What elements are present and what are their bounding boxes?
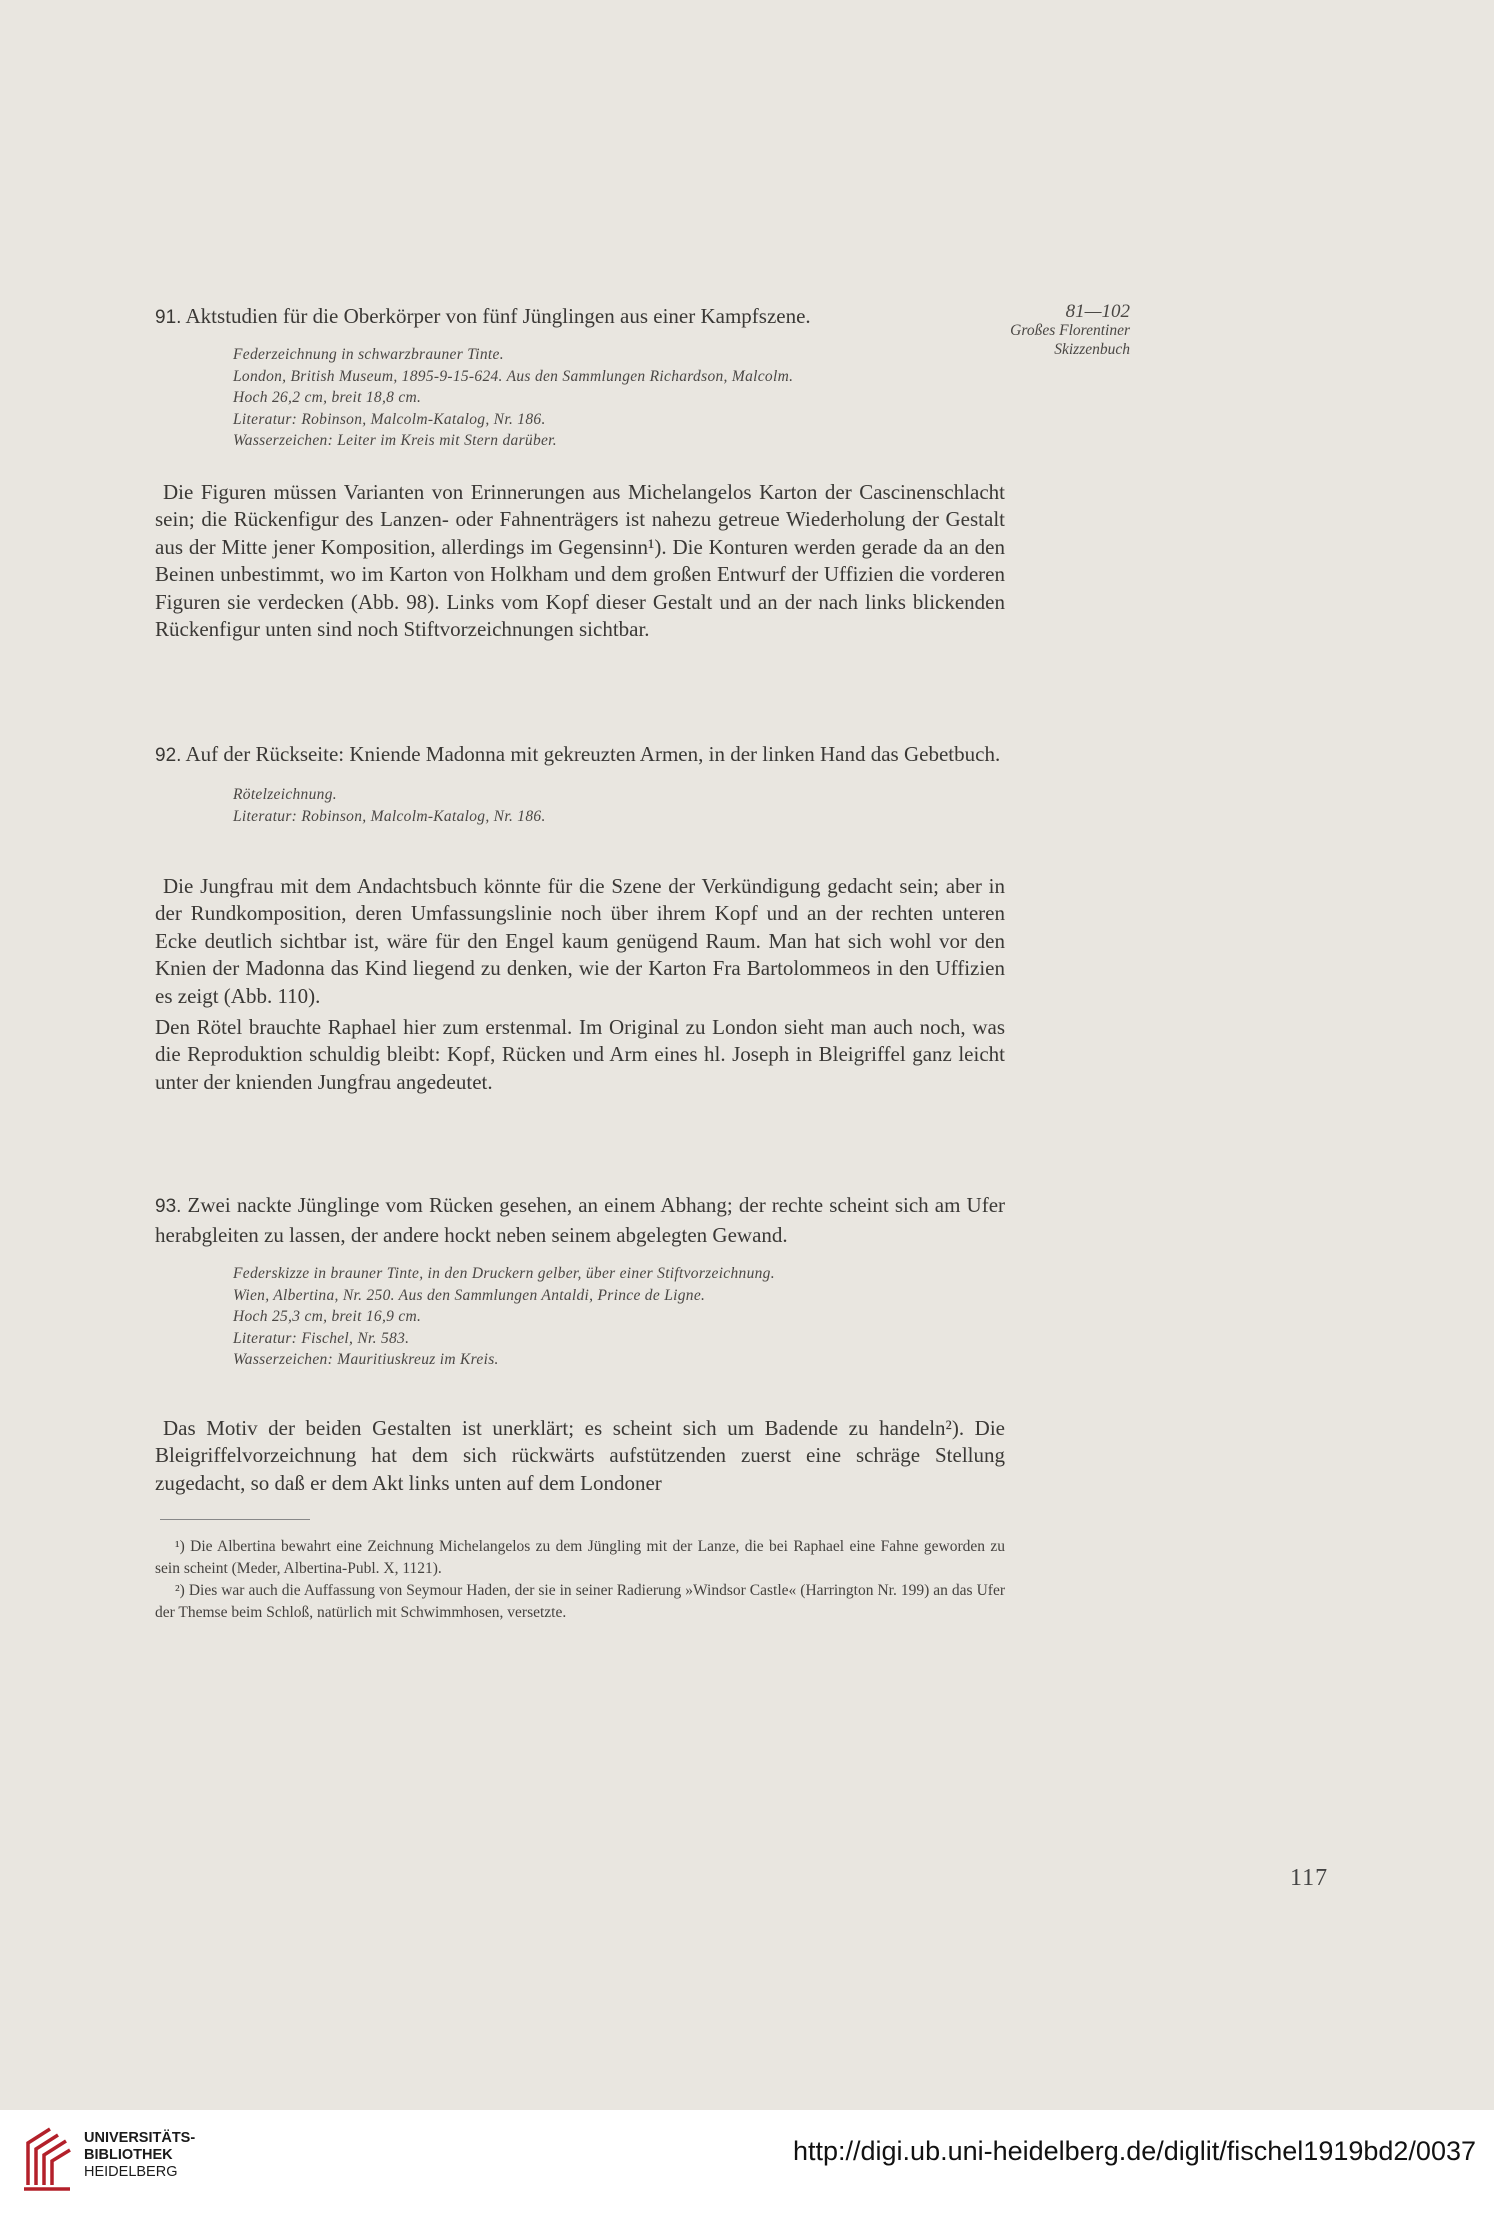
body-paragraph: Den Rötel brauchte Raphael hier zum erstenmal. Im Original zu London sieht man auch noch, was die Reproduktion schuldig bleibt: Kopf, Rücken und Arm eines hl. Joseph in Bleigriffel ganz leicht unter der knienden Jungfrau angedeutet. <box>155 1015 1005 1094</box>
entry-92 <box>155 740 1005 827</box>
meta-line: London, British Museum, 1895-9-15-624. Aus den Sammlungen Richardson, Malcolm. <box>233 367 794 385</box>
page-number: 117 <box>1290 1865 1329 1891</box>
meta-line: Literatur: Robinson, Malcolm-Katalog, Nr. 186. <box>233 807 546 825</box>
viewer-footer <box>0 2110 1494 2226</box>
library-logo-icon <box>20 2123 74 2193</box>
meta-line: Federzeichnung in schwarzbrauner Tinte. <box>233 346 504 363</box>
entry-heading <box>155 740 1005 770</box>
entry-heading <box>155 302 1005 332</box>
side-note-range: 81—102 <box>1065 301 1130 322</box>
library-line2: BIBLIOTHEK <box>84 2147 173 2163</box>
footnotes <box>155 1536 1005 1624</box>
meta-line: Wasserzeichen: Mauritiuskreuz im Kreis. <box>233 1351 499 1368</box>
entry-meta <box>233 344 1005 452</box>
side-note <box>1000 302 1130 359</box>
meta-line: Literatur: Robinson, Malcolm-Katalog, Nr. 186. <box>233 410 546 428</box>
side-note-line1: Großes Florentiner <box>1010 322 1130 339</box>
side-note-line2: Skizzenbuch <box>1054 341 1130 358</box>
meta-line: Hoch 25,3 cm, breit 16,9 cm. <box>233 1308 422 1325</box>
entry-number: 92. <box>155 745 182 766</box>
footnote-divider <box>160 1519 310 1520</box>
footnote: ²) Dies war auch die Auffassung von Seymour Haden, der sie in seiner Radierung »Windsor Castle« (Harrington Nr. 199) an das Ufer der Themse beim Schloß, natürlich mit Schwimmhosen, versetzte. <box>155 1582 1005 1621</box>
entry-93-body <box>155 1415 1005 1497</box>
body-paragraph: Die Figuren müssen Varianten von Erinnerungen aus Michelangelos Karton der Cascinenschlacht sein; die Rückenfigur des Lanzen- oder Fahnenträgers ist nahezu getreue Wiederholung der Gestalt aus der Mitte jener Komposition, allerdings im Gegensinn¹). Die Konturen werden gerade da an den Beinen unbestimmt, wo im Karton von Holkham und dem großen Entwurf der Uffizien die vorderen Figuren sie verdecken (Abb. 98). Links vom Kopf dieser Gestalt und an der nach links blickenden Rückenfigur unten sind noch Stiftvorzeichnungen sichtbar. <box>155 480 1005 642</box>
entry-heading <box>155 1191 1005 1249</box>
entry-91-body <box>155 479 1005 643</box>
meta-line: Hoch 26,2 cm, breit 18,8 cm. <box>233 389 422 406</box>
entry-93 <box>155 1191 1005 1371</box>
entry-92-body <box>155 873 1005 1096</box>
entry-meta <box>233 1263 1005 1371</box>
library-line3: HEIDELBERG <box>84 2164 178 2180</box>
entry-title: Aktstudien für die Oberkörper von fünf Jünglingen aus einer Kampfszene. <box>185 304 811 328</box>
entry-title: Zwei nackte Jünglinge vom Rücken gesehen, an einem Abhang; der rechte scheint sich am Ufer herabgleiten zu lassen, der andere hockt neben seinem abgelegten Gewand. <box>155 1193 1006 1247</box>
meta-line: Federskizze in brauner Tinte, in den Druckern gelber, über einer Stiftvorzeichnung. <box>233 1265 775 1282</box>
body-paragraph: Das Motiv der beiden Gestalten ist unerklärt; es scheint sich um Badende zu handeln²). Die Bleigriffelvorzeichnung hat dem sich rückwärts aufstützenden zuerst eine schräge Stellung zugedacht, so daß er dem Akt links unten auf dem Londoner <box>155 1416 1005 1495</box>
meta-line: Literatur: Fischel, Nr. 583. <box>233 1329 410 1347</box>
body-paragraph: Die Jungfrau mit dem Andachtsbuch könnte für die Szene der Verkündigung gedacht sein; aber in der Rundkomposition, deren Umfassungslinie noch über ihrem Kopf und an der rechten unteren Ecke deutlich sichtbar ist, wäre für den Engel kaum genügend Raum. Man hat sich wohl vor den Knien der Madonna das Kind liegend zu denken, wie der Karton Fra Bartolommeos in den Uffizien es zeigt (Abb. 110). <box>155 874 1005 1008</box>
entry-91 <box>155 302 1005 452</box>
footnote: ¹) Die Albertina bewahrt eine Zeichnung Michelangelos zu dem Jüngling mit der Lanze, die bei Raphael eine Fahne geworden zu sein scheint (Meder, Albertina-Publ. X, 1121). <box>155 1538 1005 1577</box>
entry-meta <box>233 784 1005 827</box>
meta-line: Rötelzeichnung. <box>233 786 337 803</box>
meta-line: Wien, Albertina, Nr. 250. Aus den Sammlungen Antaldi, Prince de Ligne. <box>233 1286 706 1304</box>
library-line1: UNIVERSITÄTS- <box>84 2130 196 2146</box>
meta-line: Wasserzeichen: Leiter im Kreis mit Stern darüber. <box>233 432 557 449</box>
library-name <box>84 2130 195 2181</box>
entry-number: 93. <box>155 1196 182 1217</box>
source-url-link[interactable]: http://digi.ub.uni-heidelberg.de/diglit/fischel1919bd2/0037 <box>792 2136 1476 2166</box>
entry-title: Auf der Rückseite: Kniende Madonna mit gekreuzten Armen, in der linken Hand das Gebetbuch. <box>185 742 1001 766</box>
entry-number: 91. <box>155 307 182 328</box>
